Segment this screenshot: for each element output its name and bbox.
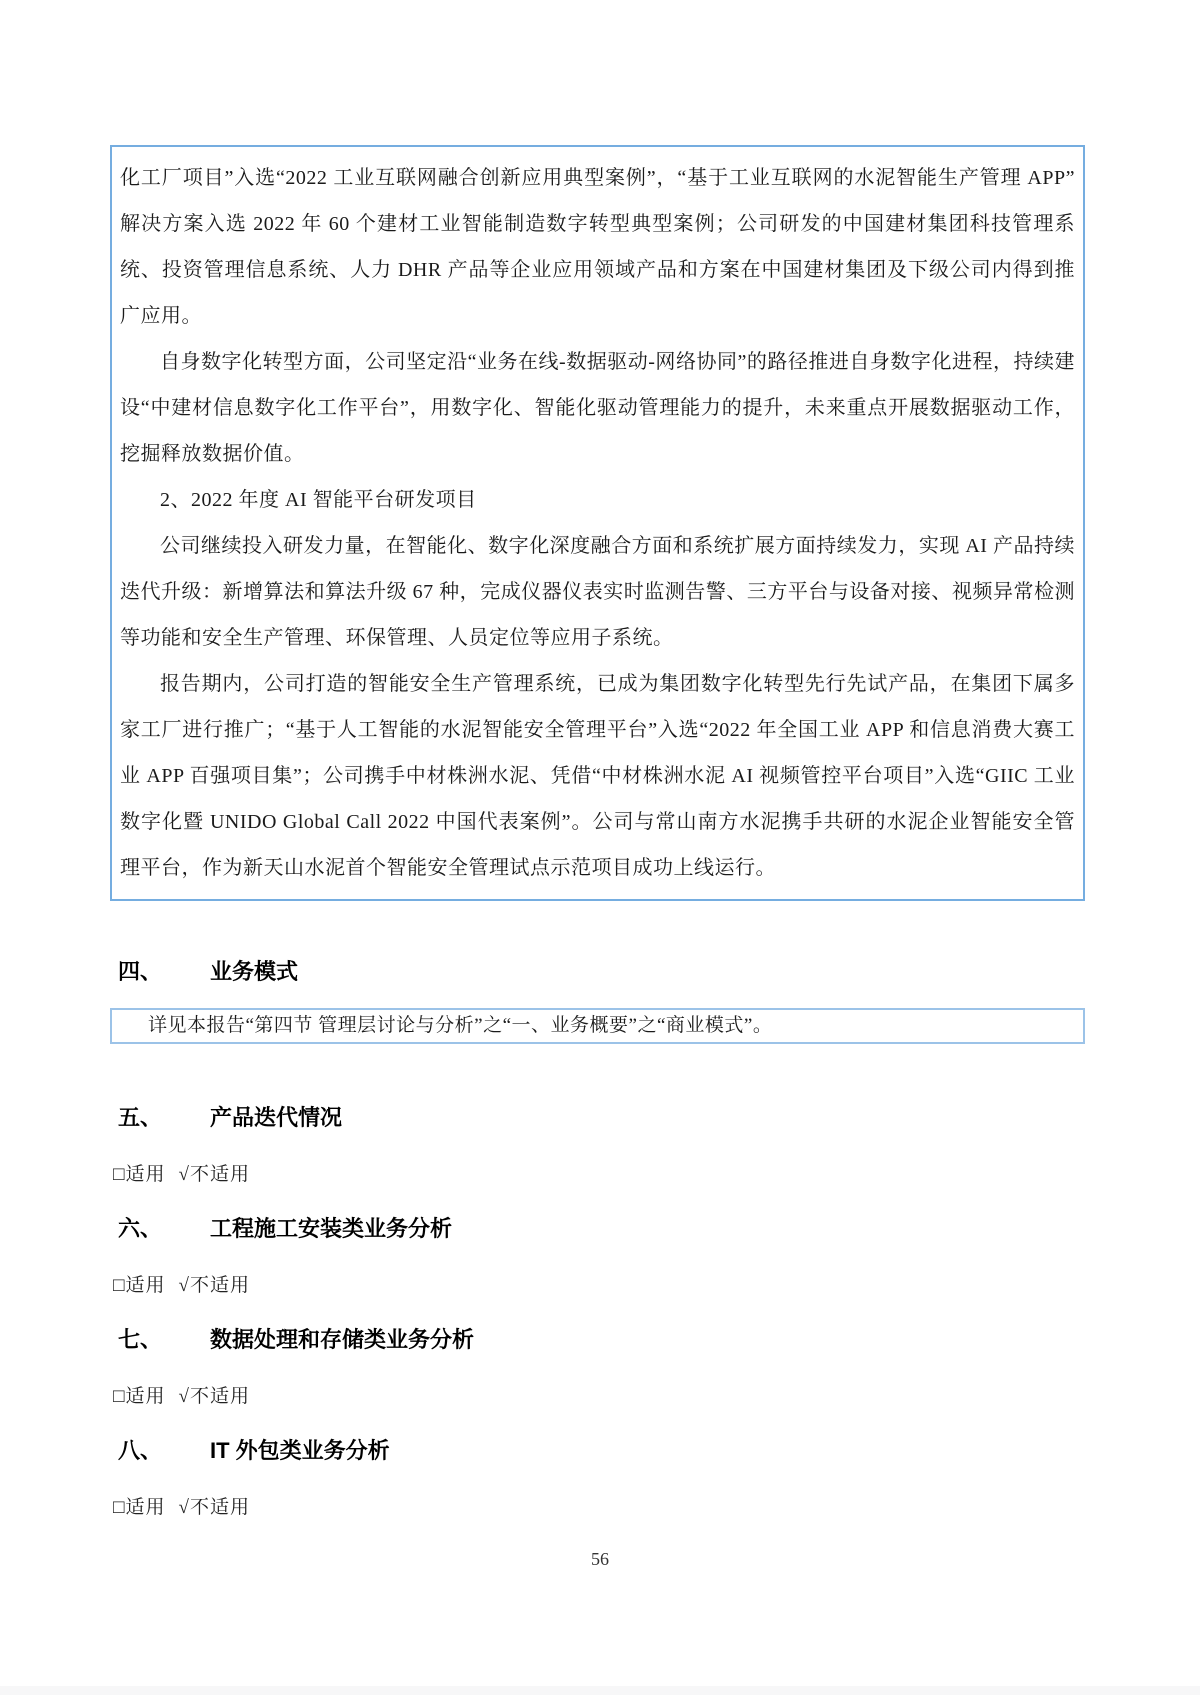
- paragraph-subheading: 2、2022 年度 AI 智能平台研发项目: [160, 489, 477, 511]
- checkbox-icon: □: [113, 1386, 126, 1407]
- section-number: 五、: [118, 1105, 163, 1130]
- applicability-row: [110, 1272, 1085, 1299]
- checkbox-icon: □: [113, 1275, 126, 1296]
- not-applicable-label: 不适用: [189, 1386, 250, 1407]
- applicability-row: [110, 1161, 1085, 1188]
- check-icon: √: [178, 1386, 190, 1407]
- paragraph: 自身数字化转型方面，公司坚定沿“业务在线-数据驱动-网络协同”的路径推进自身数字化进程，持续建设“中建材信息数字化工作平台”，用数字化、智能化驱动管理能力的提升，未来重点开展数据驱动工作，挖掘释放数据价值。: [120, 351, 1075, 465]
- applicable-label: 适用: [125, 1275, 166, 1296]
- note-text: 详见本报告“第四节 管理层讨论与分析”之“一、业务概要”之“商业模式”。: [148, 1015, 773, 1036]
- note-box: [110, 1008, 1085, 1044]
- applicability-row: [110, 1383, 1085, 1410]
- check-icon: √: [178, 1164, 190, 1185]
- not-applicable-label: 不适用: [189, 1275, 250, 1296]
- section-heading-construction-install: [110, 1214, 1085, 1244]
- section-title: 数据处理和存储类业务分析: [210, 1327, 475, 1352]
- section-number: 四、: [118, 959, 163, 984]
- not-applicable-label: 不适用: [189, 1164, 250, 1185]
- section-heading-data-processing-storage: [110, 1325, 1085, 1355]
- check-icon: √: [178, 1275, 190, 1296]
- applicable-label: 适用: [125, 1497, 166, 1518]
- section-title: 工程施工安装类业务分析: [210, 1216, 453, 1241]
- footer-strip: [0, 1686, 1200, 1695]
- checkbox-icon: □: [113, 1497, 126, 1518]
- page-content: [110, 0, 1085, 1521]
- section-title: 产品迭代情况: [210, 1105, 343, 1130]
- section-number: 七、: [118, 1327, 163, 1352]
- check-icon: √: [178, 1497, 190, 1518]
- paragraph: 报告期内，公司打造的智能安全生产管理系统，已成为集团数字化转型先行先试产品，在集团下属多家工厂进行推广；“基于人工智能的水泥智能安全管理平台”入选“2022 年全国工业 APP 和信息消费大赛工业 APP 百强项目集”；公司携手中材株洲水泥、凭借“中材株洲水泥 AI 视频管控平台项目”入选“GIIC 工业数字化暨 UNIDO Global Call 2022 中国代表案例”。公司与常山南方水泥携手共研的水泥企业智能安全管理平台，作为新天山水泥首个智能安全管理试点示范项目成功上线运行。: [120, 673, 1075, 879]
- applicable-label: 适用: [125, 1164, 166, 1185]
- paragraph: 公司继续投入研发力量，在智能化、数字化深度融合方面和系统扩展方面持续发力，实现 AI 产品持续迭代升级：新增算法和算法升级 67 种，完成仪器仪表实时监测告警、三方平台与设备对接、视频异常检测等功能和安全生产管理、环保管理、人员定位等应用子系统。: [120, 535, 1075, 649]
- section-heading-product-iteration: [110, 1103, 1085, 1133]
- section-heading-it-outsourcing: [110, 1436, 1085, 1466]
- page-number: 56: [591, 1549, 609, 1569]
- highlight-text-box: [110, 145, 1085, 901]
- applicable-label: 适用: [125, 1386, 166, 1407]
- applicability-row: [110, 1494, 1085, 1521]
- section-title: IT 外包类业务分析: [210, 1438, 390, 1463]
- paragraph: 化工厂项目”入选“2022 工业互联网融合创新应用典型案例”，“基于工业互联网的水泥智能生产管理 APP”解决方案入选 2022 年 60 个建材工业智能制造数字转型典型案例；公司研发的中国建材集团科技管理系统、投资管理信息系统、人力 DHR 产品等企业应用领域产品和方案在中国建材集团及下级公司内得到推广应用。: [120, 167, 1075, 327]
- section-number: 八、: [118, 1438, 163, 1463]
- checkbox-icon: □: [113, 1164, 126, 1185]
- section-number: 六、: [118, 1216, 163, 1241]
- not-applicable-label: 不适用: [189, 1497, 250, 1518]
- section-title: 业务模式: [210, 959, 299, 984]
- section-heading-business-model: [110, 957, 1085, 987]
